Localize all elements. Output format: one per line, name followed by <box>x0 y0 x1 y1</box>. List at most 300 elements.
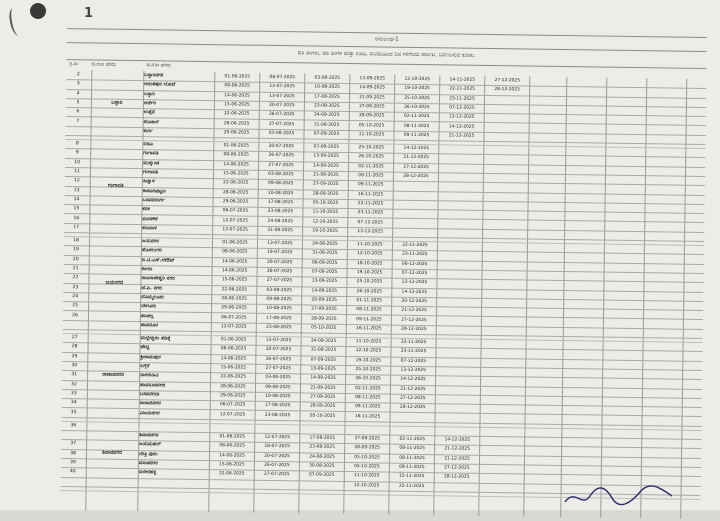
town-name: ದೊಮ್ಮಲೂರು <box>141 293 211 303</box>
date-cell: 28-09-2025 <box>346 443 388 453</box>
date-cell: 27-07-2025 <box>260 160 302 170</box>
date-cell: 20-07-2025 <box>261 101 303 111</box>
row-number: 6 <box>66 107 90 116</box>
row-number: 27 <box>63 333 87 342</box>
row-number: 40 <box>61 467 85 476</box>
town-name: ಗಂಗಾವತಿ <box>143 168 213 178</box>
date-cell: 08-11-2025 <box>391 453 433 463</box>
date-cell <box>436 426 478 427</box>
date-cell <box>482 413 524 414</box>
date-cell <box>440 163 482 164</box>
date-cell: 14-06-2025 <box>211 451 253 461</box>
date-cell: 14-09-2025 <box>351 83 393 93</box>
date-cell: 13-12-2025 <box>393 278 435 288</box>
date-cell <box>485 154 527 155</box>
date-cell: 02-11-2025 <box>350 162 392 172</box>
date-cell: 28-12-2025 <box>392 403 434 413</box>
date-cell <box>484 261 526 262</box>
date-cell: 12-07-2025 <box>261 82 303 92</box>
row-number: 31 <box>62 370 86 379</box>
date-cell: 07-09-2025 <box>304 267 346 277</box>
date-cell: 21-09-2025 <box>302 383 344 393</box>
date-cell: 08-11-2025 <box>348 305 390 315</box>
date-cell: 23-08-2025 <box>301 443 343 453</box>
date-cell <box>485 201 527 202</box>
date-cell: 12-10-2025 <box>304 217 346 227</box>
row-number: 19 <box>64 245 88 254</box>
date-cell: 06-09-2025 <box>304 258 346 268</box>
date-cell: 22-06-2025 <box>211 469 253 479</box>
date-cell: 20-07-2025 <box>257 345 299 355</box>
date-cell <box>440 200 482 201</box>
date-cell <box>485 182 527 183</box>
date-cell: 19-10-2025 <box>349 268 391 278</box>
date-cell <box>438 288 480 289</box>
date-cell <box>438 338 480 339</box>
date-cell: 01-06-2025 <box>214 238 256 248</box>
date-cell: 21-12-2025 <box>436 445 478 455</box>
date-cell: 02-11-2025 <box>396 112 438 122</box>
date-cell: 20-07-2025 <box>256 451 298 461</box>
row-number: 22 <box>63 273 87 282</box>
row-number: 7 <box>66 117 90 126</box>
row-number: 10 <box>65 158 89 167</box>
date-cell: 17-08-2025 <box>301 433 343 443</box>
date-cell: 15-06-2025 <box>212 363 254 373</box>
town-name: ಹೊಳಲುಗರ <box>142 247 212 257</box>
date-cell: 22-11-2025 <box>391 481 433 491</box>
date-cell <box>482 367 524 368</box>
date-cell <box>482 358 524 359</box>
town-name: ಬಸವನಗುಡಿ <box>140 390 210 400</box>
town-name: ಉತ್ಸೆನೆ <box>144 108 214 118</box>
row-number: 14 <box>65 195 89 204</box>
date-cell: 05-10-2025 <box>302 411 344 421</box>
date-cell: 14-06-2025 <box>214 257 256 267</box>
date-cell <box>482 395 524 396</box>
date-cell: 09-08-2025 <box>257 382 299 392</box>
date-cell: 12-07-2025 <box>212 410 254 420</box>
date-cell <box>439 209 481 210</box>
date-cell: 25-10-2025 <box>396 93 438 103</box>
date-cell: 17-08-2025 <box>306 92 348 102</box>
date-cell: 11-10-2025 <box>350 130 392 140</box>
date-cell: 27-07-2025 <box>258 276 300 286</box>
date-cell: 03-08-2025 <box>258 285 300 295</box>
date-cell: 19-07-2025 <box>259 248 301 258</box>
date-cell: 06-07-2025 <box>261 73 303 83</box>
date-cell <box>394 209 436 210</box>
row-number: 13 <box>65 186 89 195</box>
row-number: 32 <box>62 380 86 389</box>
town-name: ಬಿ.ಟಿ.ಎಸ್.ಲೇಔಟ್ <box>142 256 212 266</box>
date-cell: 31-08-2025 <box>306 120 348 130</box>
date-cell: 19-10-2025 <box>347 356 389 366</box>
date-cell <box>482 385 524 386</box>
date-cell: 08-11-2025 <box>391 463 433 473</box>
date-cell <box>482 376 524 377</box>
date-cell: 28-09-2025 <box>305 189 347 199</box>
date-cell: 14-09-2025 <box>305 161 347 171</box>
town-name: ರಾಜರಾಜೇಶ್ವರಿ ನಗರ <box>141 274 211 284</box>
date-cell <box>437 413 479 414</box>
row-number: 21 <box>64 264 88 273</box>
date-cell: 31-08-2025 <box>304 249 346 259</box>
col-town-header: ಜಿ.ನೋ ಹೆಸರು <box>146 60 206 72</box>
town-name: ಬಳ್ಳಾರಿನಗರ <box>144 71 214 81</box>
date-cell <box>484 270 526 271</box>
date-cell <box>486 113 528 114</box>
row-number: 28 <box>62 342 86 351</box>
district-group-label: ಜಯನಗರ <box>89 279 139 287</box>
date-cell: 07-12-2025 <box>392 356 434 366</box>
date-cell <box>256 424 298 425</box>
date-cell: 06-07-2025 <box>213 313 255 323</box>
date-cell: 28-09-2025 <box>303 314 345 324</box>
date-cell <box>437 403 479 404</box>
date-cell: 19-10-2025 <box>304 226 346 236</box>
date-cell: 14-06-2025 <box>215 160 257 170</box>
date-cell <box>486 122 528 123</box>
date-cell: 26-10-2025 <box>396 103 438 113</box>
town-name: ಹಾವನೂರನಗರ <box>140 381 210 391</box>
page-number: 1 <box>84 6 93 21</box>
date-cell: 07-09-2025 <box>305 143 347 153</box>
date-cell: 08-06-2025 <box>216 81 258 91</box>
date-cell: 27-09-2025 <box>303 305 345 315</box>
row-number: 12 <box>65 176 89 185</box>
date-cell <box>484 279 526 280</box>
date-cell: 22-11-2025 <box>441 85 483 95</box>
date-cell: 31-08-2025 <box>259 226 301 236</box>
date-cell: 08-06-2025 <box>214 248 256 258</box>
date-cell: 20-09-2025 <box>303 295 345 305</box>
town-name: ಶ್ರೀರಾಮಪುರ <box>140 353 210 363</box>
town-name: ಹಿಟ್ನಾಳ <box>143 177 213 187</box>
date-cell: 26-07-2025 <box>259 267 301 277</box>
date-cell <box>437 394 479 395</box>
date-cell: 27-09-2025 <box>346 434 388 444</box>
date-cell: 26-07-2025 <box>260 151 302 161</box>
date-cell: 27-12-2025 <box>393 315 435 325</box>
date-cell: 16-11-2025 <box>350 190 392 200</box>
date-cell: 23-08-2025 <box>257 410 299 420</box>
date-cell: 13-07-2025 <box>214 225 256 235</box>
date-cell: 30-08-2025 <box>301 461 343 471</box>
date-cell: 09-11-2025 <box>395 130 437 140</box>
date-cell <box>394 218 436 219</box>
district-group-label: ಬಳ್ಳಾರಿ <box>92 99 142 107</box>
date-cell <box>394 227 436 228</box>
date-cell: 27-12-2025 <box>395 162 437 172</box>
page-curl-shadow <box>8 7 24 36</box>
town-name: ಶಿವಾಜಿನಗರ <box>139 431 209 441</box>
town-name: ಕನಕ <box>142 205 212 215</box>
date-cell: 29-06-2025 <box>213 303 255 313</box>
date-cell: 14-06-2025 <box>212 354 254 364</box>
date-cell: 23-08-2025 <box>258 323 300 333</box>
town-name: ಬಸವನದುರ್ಗ <box>143 196 213 206</box>
town-name: ಕಂಗಣ <box>142 265 212 275</box>
town-name: ಸೆಣಜಾಲೆ <box>144 118 214 128</box>
date-cell <box>437 385 479 386</box>
date-cell: 14-09-2025 <box>302 374 344 384</box>
town-name: ಅನಂತಪುರ ಬೋಟೆ <box>144 80 214 90</box>
date-cell: 20-12-2025 <box>393 297 435 307</box>
town-name: ಜಯಮಹಲ್ <box>139 441 209 451</box>
date-cell <box>438 348 480 349</box>
town-name: ಗಂಗಾವತಿ <box>143 150 213 160</box>
date-cell: 27-09-2025 <box>302 392 344 402</box>
date-cell: 01-06-2025 <box>216 72 258 82</box>
date-cell: 26-10-2025 <box>348 287 390 297</box>
date-cell <box>392 412 434 413</box>
row-number: 2 <box>66 70 90 79</box>
date-cell: 24-08-2025 <box>301 452 343 462</box>
date-cell: 27-12-2025 <box>436 463 478 473</box>
date-cell <box>483 289 525 290</box>
date-cell <box>483 307 525 308</box>
date-cell: 22-06-2025 <box>213 285 255 295</box>
row-number: 4 <box>66 89 90 98</box>
date-cell <box>301 480 343 481</box>
date-cell: 22-06-2025 <box>212 372 254 382</box>
date-cell: 14-12-2025 <box>392 375 434 385</box>
row-number: 8 <box>65 139 89 148</box>
row-number: 24 <box>63 292 87 301</box>
date-cell: 13-12-2025 <box>392 366 434 376</box>
date-cell <box>485 164 527 165</box>
date-cell: 13-07-2025 <box>258 336 300 346</box>
town-name: ವಸಂತನಗರ <box>139 459 209 469</box>
date-cell: 05-10-2025 <box>303 323 345 333</box>
town-name: ಕಾರಟಗಿಪಟ್ಟಣ <box>143 187 213 197</box>
date-cell: 02-11-2025 <box>391 435 433 445</box>
date-cell: 09-08-2025 <box>258 295 300 305</box>
date-cell <box>484 219 526 220</box>
date-cell <box>439 251 481 252</box>
date-cell: 27-09-2025 <box>305 180 347 190</box>
row-number: 16 <box>64 214 88 223</box>
date-cell: 29-06-2025 <box>215 197 257 207</box>
date-cell <box>439 279 481 280</box>
town-name: ಲಗ್ಗೆರೆ <box>140 362 210 372</box>
date-cell: 23-11-2025 <box>392 347 434 357</box>
date-cell: 05-10-2025 <box>346 462 388 472</box>
date-cell: 23-11-2025 <box>441 94 483 104</box>
date-cell <box>211 479 253 480</box>
table-caption: ಪತಿ ತಿಂಗಳು, ಪತಿ ತಿಂಗಳ ಮತ್ತು ಊಟ, ಬಿಸಿಯೂಟದ ದಿನ ಗಳಿಗೆಂದು ಕರ್ನಾಟ, ನಿರ್ವಹಿಸುವ ಕುರಿತು. <box>67 41 707 69</box>
date-cell: 07-12-2025 <box>441 103 483 113</box>
date-cell: 11-10-2025 <box>348 337 390 347</box>
town-name: ಮಲ್ಲೇಶ್ವರಂ ಪಡಿಕ್ಕೆ <box>141 334 211 344</box>
date-cell <box>436 482 478 483</box>
date-cell: 27-09-2025 <box>351 102 393 112</box>
date-cell: 16-11-2025 <box>348 324 390 334</box>
date-cell <box>391 425 433 426</box>
date-cell: 12-10-2025 <box>349 249 391 259</box>
town-name: ವಿಜಯನಗರ <box>140 409 210 419</box>
date-cell: 07-12-2025 <box>349 218 391 228</box>
date-cell: 03-08-2025 <box>257 373 299 383</box>
date-cell <box>440 191 482 192</box>
date-cell: 28-12-2025 <box>436 473 478 483</box>
date-cell: 01-06-2025 <box>211 432 253 442</box>
date-cell <box>483 339 525 340</box>
row-number: 3 <box>66 79 90 88</box>
date-cell: 14-12-2025 <box>393 287 435 297</box>
date-cell <box>439 228 481 229</box>
row-number: 9 <box>65 148 89 157</box>
town-name <box>139 478 209 479</box>
date-cell: 19-10-2025 <box>396 84 438 94</box>
date-cell: 17-08-2025 <box>259 198 301 208</box>
date-cell <box>437 357 479 358</box>
date-cell: 27-12-2025 <box>486 76 528 86</box>
date-cell <box>438 297 480 298</box>
date-cell: 03-08-2025 <box>260 129 302 139</box>
date-cell: 08-11-2025 <box>396 121 438 131</box>
date-cell: 26-07-2025 <box>256 461 298 471</box>
date-cell: 10-08-2025 <box>260 188 302 198</box>
date-cell: 13-07-2025 <box>261 91 303 101</box>
date-cell: 09-11-2025 <box>350 180 392 190</box>
date-cell <box>481 427 523 428</box>
date-cell: 28-12-2025 <box>486 85 528 95</box>
date-cell: 12-10-2025 <box>347 346 389 356</box>
date-cell <box>485 192 527 193</box>
date-cell: 20-07-2025 <box>260 142 302 152</box>
date-cell: 29-06-2025 <box>215 128 257 138</box>
date-cell <box>346 425 388 426</box>
date-cell <box>484 242 526 243</box>
date-cell: 05-10-2025 <box>304 198 346 208</box>
date-cell: 01-11-2025 <box>348 296 390 306</box>
date-cell: 28-09-2025 <box>351 111 393 121</box>
date-cell: 06-07-2025 <box>214 206 256 216</box>
date-cell: 12-10-2025 <box>396 75 438 85</box>
date-cell: 11-10-2025 <box>349 240 391 250</box>
date-cell: 23-11-2025 <box>394 250 436 260</box>
town-name: ಜಯನಗರ <box>142 237 212 247</box>
table-grid <box>60 70 706 519</box>
date-cell <box>440 144 482 145</box>
date-cell: 09-11-2025 <box>348 315 390 325</box>
date-cell <box>486 104 528 105</box>
date-cell: 14-06-2025 <box>216 91 258 101</box>
row-number: 17 <box>64 223 88 232</box>
row-number: 26 <box>63 311 87 320</box>
date-cell: 23-08-2025 <box>306 101 348 111</box>
date-cell <box>485 145 527 146</box>
date-cell: 28-06-2025 <box>212 382 254 392</box>
date-cell: 26-10-2025 <box>350 152 392 162</box>
town-name: ಹಂಪಲ್ಲ <box>141 312 211 322</box>
date-cell: 12-10-2025 <box>346 481 388 491</box>
date-cell: 21-09-2025 <box>305 170 347 180</box>
date-cell <box>486 132 528 133</box>
date-cell: 07-12-2025 <box>394 269 436 279</box>
date-cell: 02-11-2025 <box>347 384 389 394</box>
date-cell <box>483 348 525 349</box>
date-cell: 10-08-2025 <box>306 83 348 93</box>
date-cell: 05-10-2025 <box>351 121 393 131</box>
date-cell: 13-09-2025 <box>305 152 347 162</box>
date-cell <box>481 464 523 465</box>
date-cell: 14-12-2025 <box>395 144 437 154</box>
row-number: 23 <box>63 283 87 292</box>
date-cell: 13-12-2025 <box>349 227 391 237</box>
date-cell: 05-10-2025 <box>346 453 388 463</box>
date-cell: 28-06-2025 <box>213 294 255 304</box>
date-cell <box>481 482 523 483</box>
date-cell: 22-11-2025 <box>393 338 435 348</box>
date-cell: 28-06-2025 <box>216 119 258 129</box>
date-cell: 29-06-2025 <box>212 391 254 401</box>
date-cell <box>439 269 481 270</box>
date-cell: 11-10-2025 <box>346 471 388 481</box>
date-cell: 21-12-2025 <box>392 384 434 394</box>
row-number: 35 <box>62 408 86 417</box>
col-district-header: ಜಿ.ನೋ ಹೆಸರು <box>91 59 136 71</box>
row-number: 18 <box>64 236 88 245</box>
date-cell: 17-08-2025 <box>258 313 300 323</box>
date-cell: 01-06-2025 <box>215 141 257 151</box>
row-number: 11 <box>65 167 89 176</box>
date-cell: 31-08-2025 <box>302 346 344 356</box>
date-cell <box>485 173 527 174</box>
row-number: 34 <box>62 398 86 407</box>
date-cell: 08-11-2025 <box>391 444 433 454</box>
date-cell: 03-08-2025 <box>306 73 348 83</box>
date-cell: 28-12-2025 <box>395 172 437 182</box>
date-cell: 07-09-2025 <box>302 355 344 365</box>
date-cell: 22-11-2025 <box>394 241 436 251</box>
town-name: ಮುಕ್ಕುಂಡ <box>143 159 213 169</box>
date-cell: 10-08-2025 <box>258 304 300 314</box>
date-cell: 23-08-2025 <box>259 207 301 217</box>
town-name: ಬಿಲೇರಹಳ್ಳಿ <box>139 468 209 478</box>
date-cell: 08-11-2025 <box>347 393 389 403</box>
town-name: ಬಳ್ಳಾರಿ <box>144 90 214 100</box>
date-cell: 24-08-2025 <box>259 216 301 226</box>
signature-mark <box>560 478 680 508</box>
date-cell <box>439 219 481 220</box>
date-cell: 10-08-2025 <box>257 392 299 402</box>
date-cell: 08-11-2025 <box>350 171 392 181</box>
date-cell: 08-06-2025 <box>215 151 257 161</box>
date-cell: 28-09-2025 <box>302 402 344 412</box>
district-group-label: ಗಂಗಾವತಿ <box>91 182 141 190</box>
date-cell: 15-11-2025 <box>391 472 433 482</box>
date-cell: 13-12-2025 <box>441 112 483 122</box>
date-cell: 14-06-2025 <box>214 266 256 276</box>
date-cell <box>484 251 526 252</box>
date-cell <box>395 181 437 182</box>
row-number: 25 <box>63 301 87 310</box>
town-name: ಕುರ್ಗ <box>143 127 213 137</box>
date-cell: 23-11-2025 <box>349 208 391 218</box>
date-cell: 14-12-2025 <box>441 122 483 132</box>
town-name: ಬೇತ್ರಿ ಪುರಂ <box>139 450 209 460</box>
row-number: 38 <box>61 449 85 458</box>
date-cell <box>486 95 528 96</box>
date-cell <box>438 325 480 326</box>
punch-hole <box>30 3 46 19</box>
date-cell <box>481 445 523 446</box>
date-cell: 21-12-2025 <box>436 454 478 464</box>
annexure-title: ಅನುಬಂಧ-1 <box>67 28 707 52</box>
